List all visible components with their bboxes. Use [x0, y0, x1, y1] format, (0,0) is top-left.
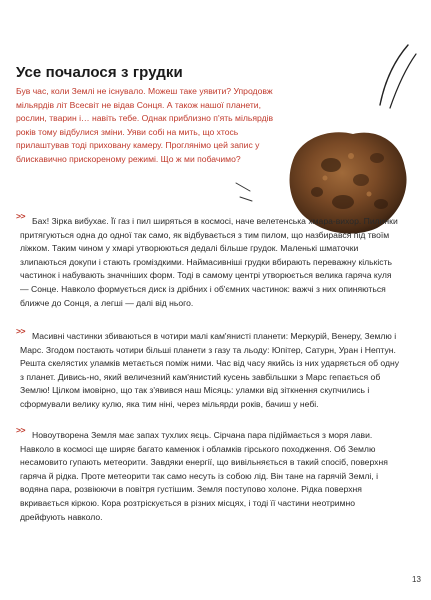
intro-paragraph: Був час, коли Землі не існувало. Можеш таке уявити? Упродовж мільярдів літ Всесвіт не відав Сонця. А також нашої планети, рослин, тварин і… навіть тебе. Однак приблизно п'ять мільярдів років тому відбулися зміни. Уяви собі на мить, що хтось прилаштував тоді приховану камеру. Проглянімо цей запис у блискавично прискореному режимі. Що ж ми побачимо? [16, 86, 274, 164]
section-arrow-2: >> [16, 326, 26, 336]
page-number: 13 [412, 575, 421, 584]
decorative-dashes [230, 175, 275, 210]
paragraph-1: Бах! Зірка вибухає. Її газ і пил ширяться в космосі, наче велетенська хмара-вихор. Пилинки притягуються одна до одної так само, як відбувається з тим пилом, що назбирався під твоїм ліжком. Таким чином у хмарі утворюються дедалі більше грудок. Маленькі шматочки злипаються докупи і стають громіздкими. Наймасивніші грудки вбирають переважну кількість частинок і набувають значніших форм. Тоді в самому центрі утворюється велика гаряча куля — Сонце. Навколо формується диск із дрібних і об'ємних частинок: важчі з них опиняються ближче до Сонця, а легші — далі від нього. [20, 216, 398, 308]
paragraph-2: Масивні частинки збиваються в чотири малі кам'янисті планети: Меркурій, Венеру, Землю і Марс. Згодом постають чотири більші планети з газу та льоду: Юпітер, Сатурн, Уран і Нептун. Решта скелястих уламків метається поміж ними. Час від часу якийсь із них ударяється об одну з планет. Дивись-но, який величезний кам'янистий кусень завбільшки з Марс гепається об Землю! Цілком імовірно, що так з'явився наш Місяць: уламки від зіткнення скупчились і сформували велику кулю, яка тим ніні, через мільярди років, бачиш у небі. [20, 331, 400, 409]
section-arrow-3: >> [16, 425, 26, 435]
paragraph-3: Новоутворена Земля має запах тухлих яєць. Сірчана пара підіймається з моря лави. Навколо в космосі ще ширяє багато каменюк і обламків гірського походження. Об Землю несамовито гупають метеорити. Завдяки енергії, що вивільняється в такий спосіб, поверхня гаряча й рідка. Проте метеорити так само несуть із собою лід. Він тане на гарячій Землі, і водяна пара, розвіюючи в повітря густішим. Земля поступово холоне. Рідка поверхня вкривається кіркою. Кора розтріскується в різних місцях, і тоді її частини неотримно дрейфують навколо. [20, 430, 388, 522]
decorative-swoosh [370, 40, 420, 110]
section-arrow-1: >> [16, 211, 26, 221]
page-title: Усе почалося з грудки [16, 64, 183, 81]
